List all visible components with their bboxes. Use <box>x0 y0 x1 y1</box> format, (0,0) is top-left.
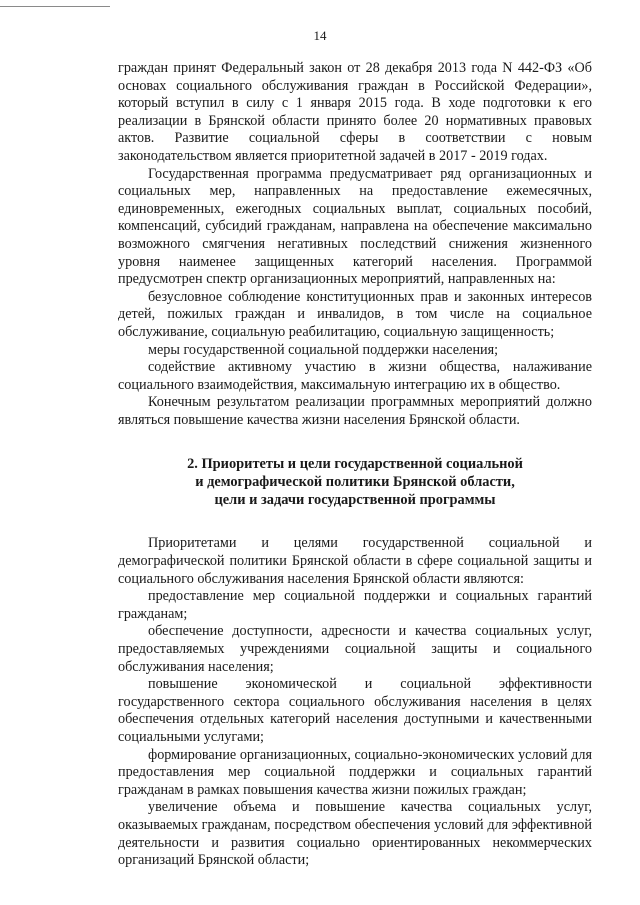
list-item: предоставление мер социальной поддержки и социальных гарантий гражданам; <box>118 588 592 622</box>
paragraph: граждан принят Федеральный закон от 28 декабря 2013 года N 442-ФЗ «Об основах социального обслуживания граждан в Российской Федерации», который вступил в силу с 1 января 2015 года. В ходе подготовки к его реализации в Брянской области принято более 20 нормативных правовых актов. Развитие социальной сферы в соответствии с новым законодательством является приоритетной задачей в 2017 - 2019 годах. <box>118 60 592 164</box>
paragraph: Государственная программа предусматривает ряд организационных и социальных мер, направленных на предоставление ежемесячных, единовременных, ежегодных социальных выплат, социальных пособий, компенсаций, субсидий гражданам, направлена на обеспечение максимально возможного смягчения негативных последствий снижения жизненного уровня наименее защищенных категорий населения. Программой предусмотрен спектр организационных мероприятий, направленных на: <box>118 165 592 288</box>
scan-artifact-line <box>0 6 110 7</box>
section-heading-line: и демографической политики Брянской области, <box>195 474 515 491</box>
document-body <box>118 60 592 870</box>
paragraph: содействие активному участию в жизни общества, налаживание социального взаимодействия, максимальную интеграцию их в общество. <box>118 359 592 393</box>
paragraph: меры государственной социальной поддержки населения; <box>148 341 499 358</box>
paragraph: Приоритетами и целями государственной социальной и демографической политики Брянской области в сфере социальной защиты и социального обслуживания населения Брянской области являются: <box>118 535 592 587</box>
list-item: повышение экономической и социальной эффективности государственного сектора социального обслуживания населения в целях обеспечения отдельных категорий населения доступными и качественными социальными услугами; <box>118 676 592 745</box>
section-heading-line: 2. Приоритеты и цели государственной социальной <box>187 456 523 473</box>
paragraph: Конечным результатом реализации программных мероприятий должно являться повышение качества жизни населения Брянской области. <box>118 394 592 428</box>
list-item: обеспечение доступности, адресности и качества социальных услуг, предоставляемых учреждениями социальной защиты и социального обслуживания населения; <box>118 623 592 675</box>
section-heading <box>118 455 592 509</box>
section-heading-line: цели и задачи государственной программы <box>214 492 496 509</box>
list-item: увеличение объема и повышение качества социальных услуг, оказываемых гражданам, посредством обеспечения условий для эффективной деятельности и развития социально ориентированных некоммерческих организаций Брянской области; <box>118 799 592 869</box>
paragraph: безусловное соблюдение конституционных прав и законных интересов детей, пожилых граждан и инвалидов, в том числе на социальное обслуживание, социальную реабилитацию, социальную защищенность; <box>118 288 592 340</box>
page-number: 14 <box>313 28 327 43</box>
list-item: формирование организационных, социально-экономических условий для предоставления мер социальной поддержки и социальных гарантий гражданам в рамках повышения качества жизни пожилых граждан; <box>118 746 592 798</box>
